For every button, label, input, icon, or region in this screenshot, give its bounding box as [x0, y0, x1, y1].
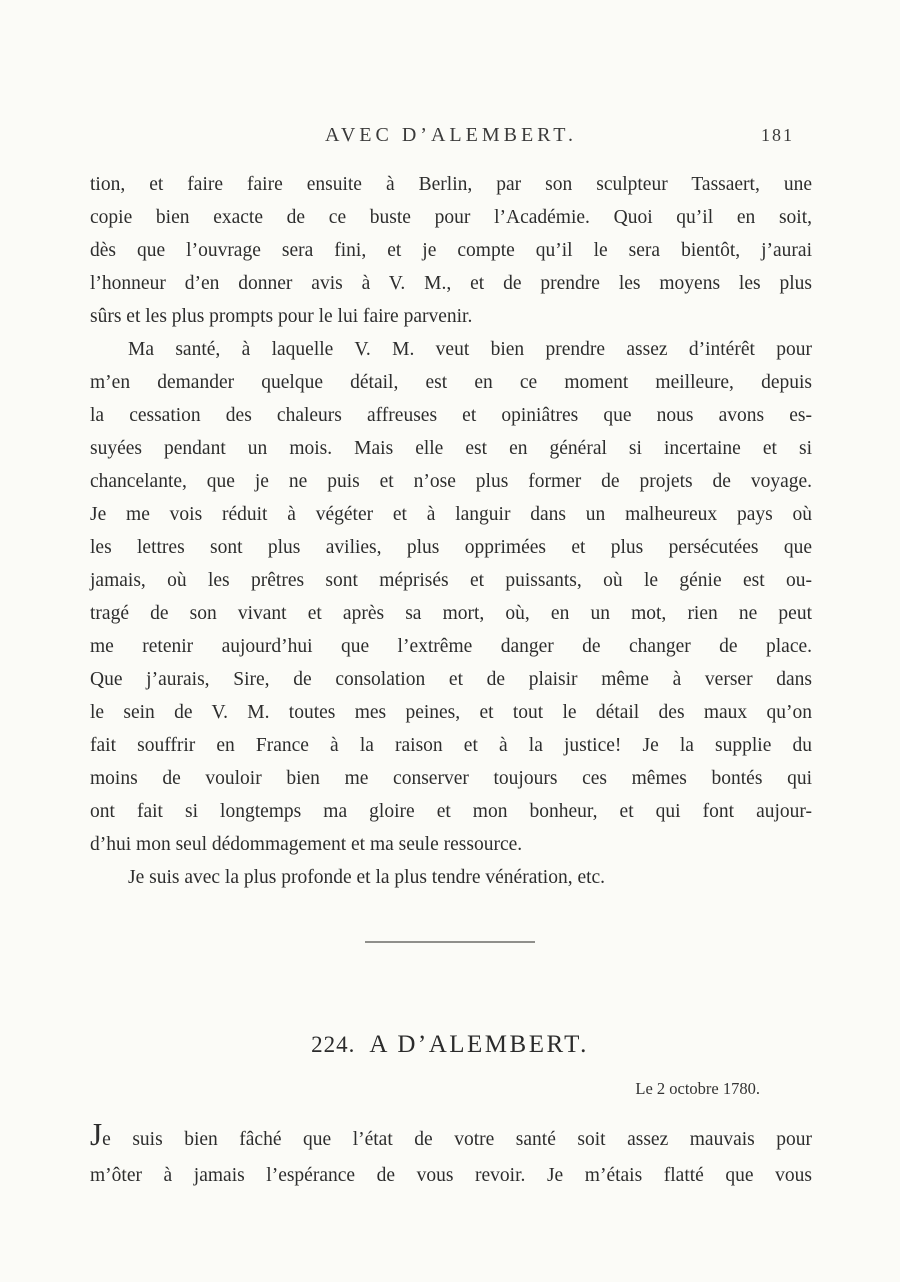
text-line: copie bien exacte de ce buste pour l’Académie. Quoi qu’il en soit, — [90, 207, 812, 228]
text-line: le sein de V. M. toutes mes peines, et tout le détail des maux qu’on — [90, 702, 812, 723]
letter-title: A D’ALEMBERT. — [369, 1031, 589, 1058]
text-line: moins de vouloir bien me conserver toujours ces mêmes bontés qui — [90, 768, 812, 789]
section-heading — [0, 1028, 900, 1062]
text-line: me retenir aujourd’hui que l’extrême danger de changer de place. — [90, 636, 812, 657]
text-line: les lettres sont plus avilies, plus opprimées et plus persécutées que — [90, 537, 812, 558]
section-divider-rule — [365, 941, 535, 943]
text-line: d’hui mon seul dédommagement et ma seule ressource. — [90, 834, 523, 855]
text-line: ont fait si longtemps ma gloire et mon bonheur, et qui font aujour- — [90, 801, 812, 822]
text-line: tion, et faire faire ensuite à Berlin, par son sculpteur Tassaert, une — [90, 174, 812, 195]
text-line: m’ôter à jamais l’espérance de vous revoir. Je m’étais flatté que vous — [90, 1165, 812, 1186]
text-line: m’en demander quelque détail, est en ce moment meilleure, depuis — [90, 372, 812, 393]
page-number: 181 — [761, 125, 794, 145]
closing-line: Je suis avec la plus profonde et la plus tendre vénération, etc. — [128, 867, 606, 888]
letter-223-body — [90, 168, 812, 894]
text-line: jamais, où les prêtres sont méprisés et puissants, où le génie est ou- — [90, 570, 812, 591]
letter-number: 224. — [311, 1032, 356, 1057]
text-line: sûrs et les plus prompts pour le lui faire parvenir. — [90, 306, 473, 327]
text-line: tragé de son vivant et après sa mort, où, en un mot, rien ne peut — [90, 603, 812, 624]
text-line: dès que l’ouvrage sera fini, et je compte qu’il le sera bientôt, j’aurai — [90, 240, 812, 261]
text-line: Je suis bien fâché que l’état de votre santé soit assez mauvais pour — [90, 1117, 812, 1152]
dateline: Le 2 octobre 1780. — [635, 1079, 760, 1098]
text-line: Je me vois réduit à végéter et à languir dans un malheureux pays où — [90, 504, 812, 525]
text-line: suyées pendant un mois. Mais elle est en général si incertaine et si — [90, 438, 812, 459]
text-line: l’honneur d’en donner avis à V. M., et de prendre les moyens les plus — [90, 273, 812, 294]
running-header — [90, 124, 812, 152]
text-line: fait souffrir en France à la raison et à la justice! Je la supplie du — [90, 735, 812, 756]
letter-224-opening — [90, 1119, 812, 1194]
text-line: Ma santé, à laquelle V. M. veut bien prendre assez d’intérêt pour — [128, 339, 812, 360]
running-title: AVEC D’ALEMBERT. — [324, 124, 578, 146]
text-line: chancelante, que je ne puis et n’ose plus former de projets de voyage. — [90, 471, 812, 492]
text-line: la cessation des chaleurs affreuses et opiniâtres que nous avons es- — [90, 405, 812, 426]
text-line: Que j’aurais, Sire, de consolation et de plaisir même à verser dans — [90, 669, 812, 690]
